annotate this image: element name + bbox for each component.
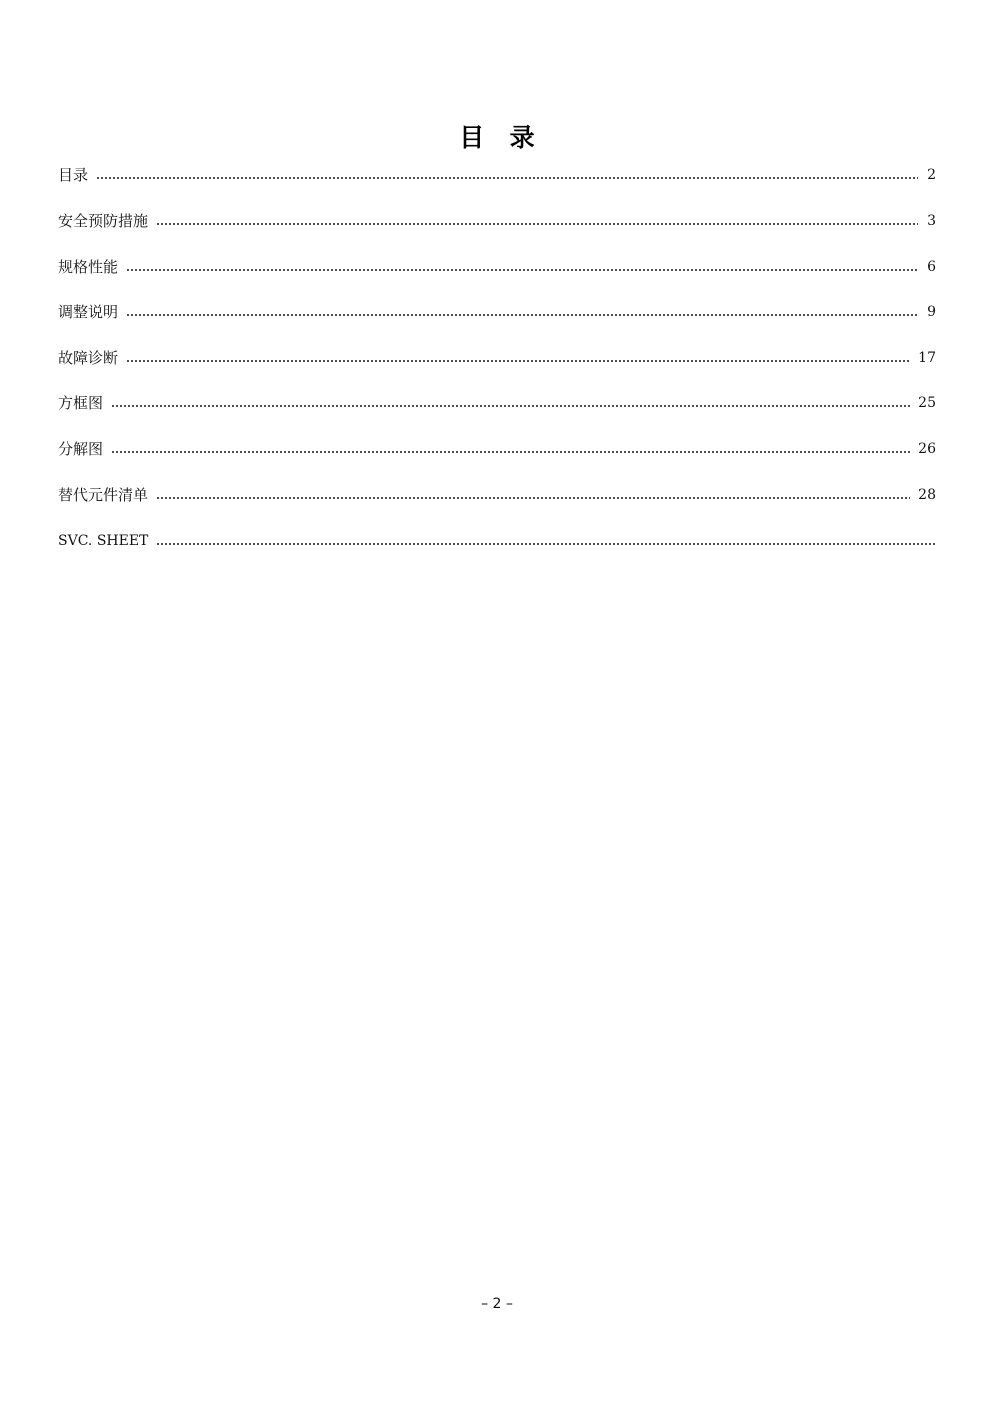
toc-entry-page: 6 <box>927 259 936 275</box>
toc-entry-svc-sheet[interactable] <box>58 526 936 550</box>
toc-dot-leader <box>156 223 918 225</box>
toc-entry-page: 25 <box>918 395 936 411</box>
toc-entry-label: 分解图 <box>58 440 104 458</box>
toc-entry-block-diagram[interactable] <box>58 388 936 412</box>
toc-entry-page: 17 <box>918 350 936 366</box>
toc-entry-page: 3 <box>927 213 936 229</box>
toc-entry-page: 28 <box>918 487 936 503</box>
toc-entry-specifications[interactable] <box>58 252 936 276</box>
toc-dot-leader <box>126 269 918 271</box>
toc-entry-adjustment-instructions[interactable] <box>58 297 936 321</box>
toc-dot-leader <box>111 451 910 453</box>
toc-entry-label: 调整说明 <box>58 303 119 321</box>
toc-dot-leader <box>111 405 910 407</box>
toc-entry-label: SVC. SHEET <box>58 533 149 549</box>
toc-entry-replacement-parts-list[interactable] <box>58 480 936 504</box>
toc-entry-page: 26 <box>918 441 936 457</box>
toc-entry-label: 安全预防措施 <box>58 212 149 230</box>
toc-dot-leader <box>126 360 910 362</box>
toc-entry-page: 2 <box>927 167 936 183</box>
toc-entry-exploded-view[interactable] <box>58 434 936 458</box>
toc-dot-leader <box>96 177 918 179</box>
toc-entry-label: 目录 <box>58 166 89 184</box>
toc-dot-leader <box>156 543 936 545</box>
toc-dot-leader <box>156 497 910 499</box>
toc-entry-contents[interactable] <box>58 160 936 184</box>
toc-entry-safety-precautions[interactable] <box>58 206 936 230</box>
toc-entry-label: 替代元件清单 <box>58 486 149 504</box>
toc-entry-page: 9 <box>927 304 936 320</box>
toc-entry-label: 规格性能 <box>58 258 119 276</box>
toc-entry-label: 方框图 <box>58 394 104 412</box>
page-title: 目 录 <box>459 123 535 152</box>
toc-entry-label: 故障诊断 <box>58 349 119 367</box>
page-number: – 2 – <box>481 1296 513 1312</box>
toc-entry-troubleshooting[interactable] <box>58 343 936 367</box>
toc-dot-leader <box>126 314 918 316</box>
